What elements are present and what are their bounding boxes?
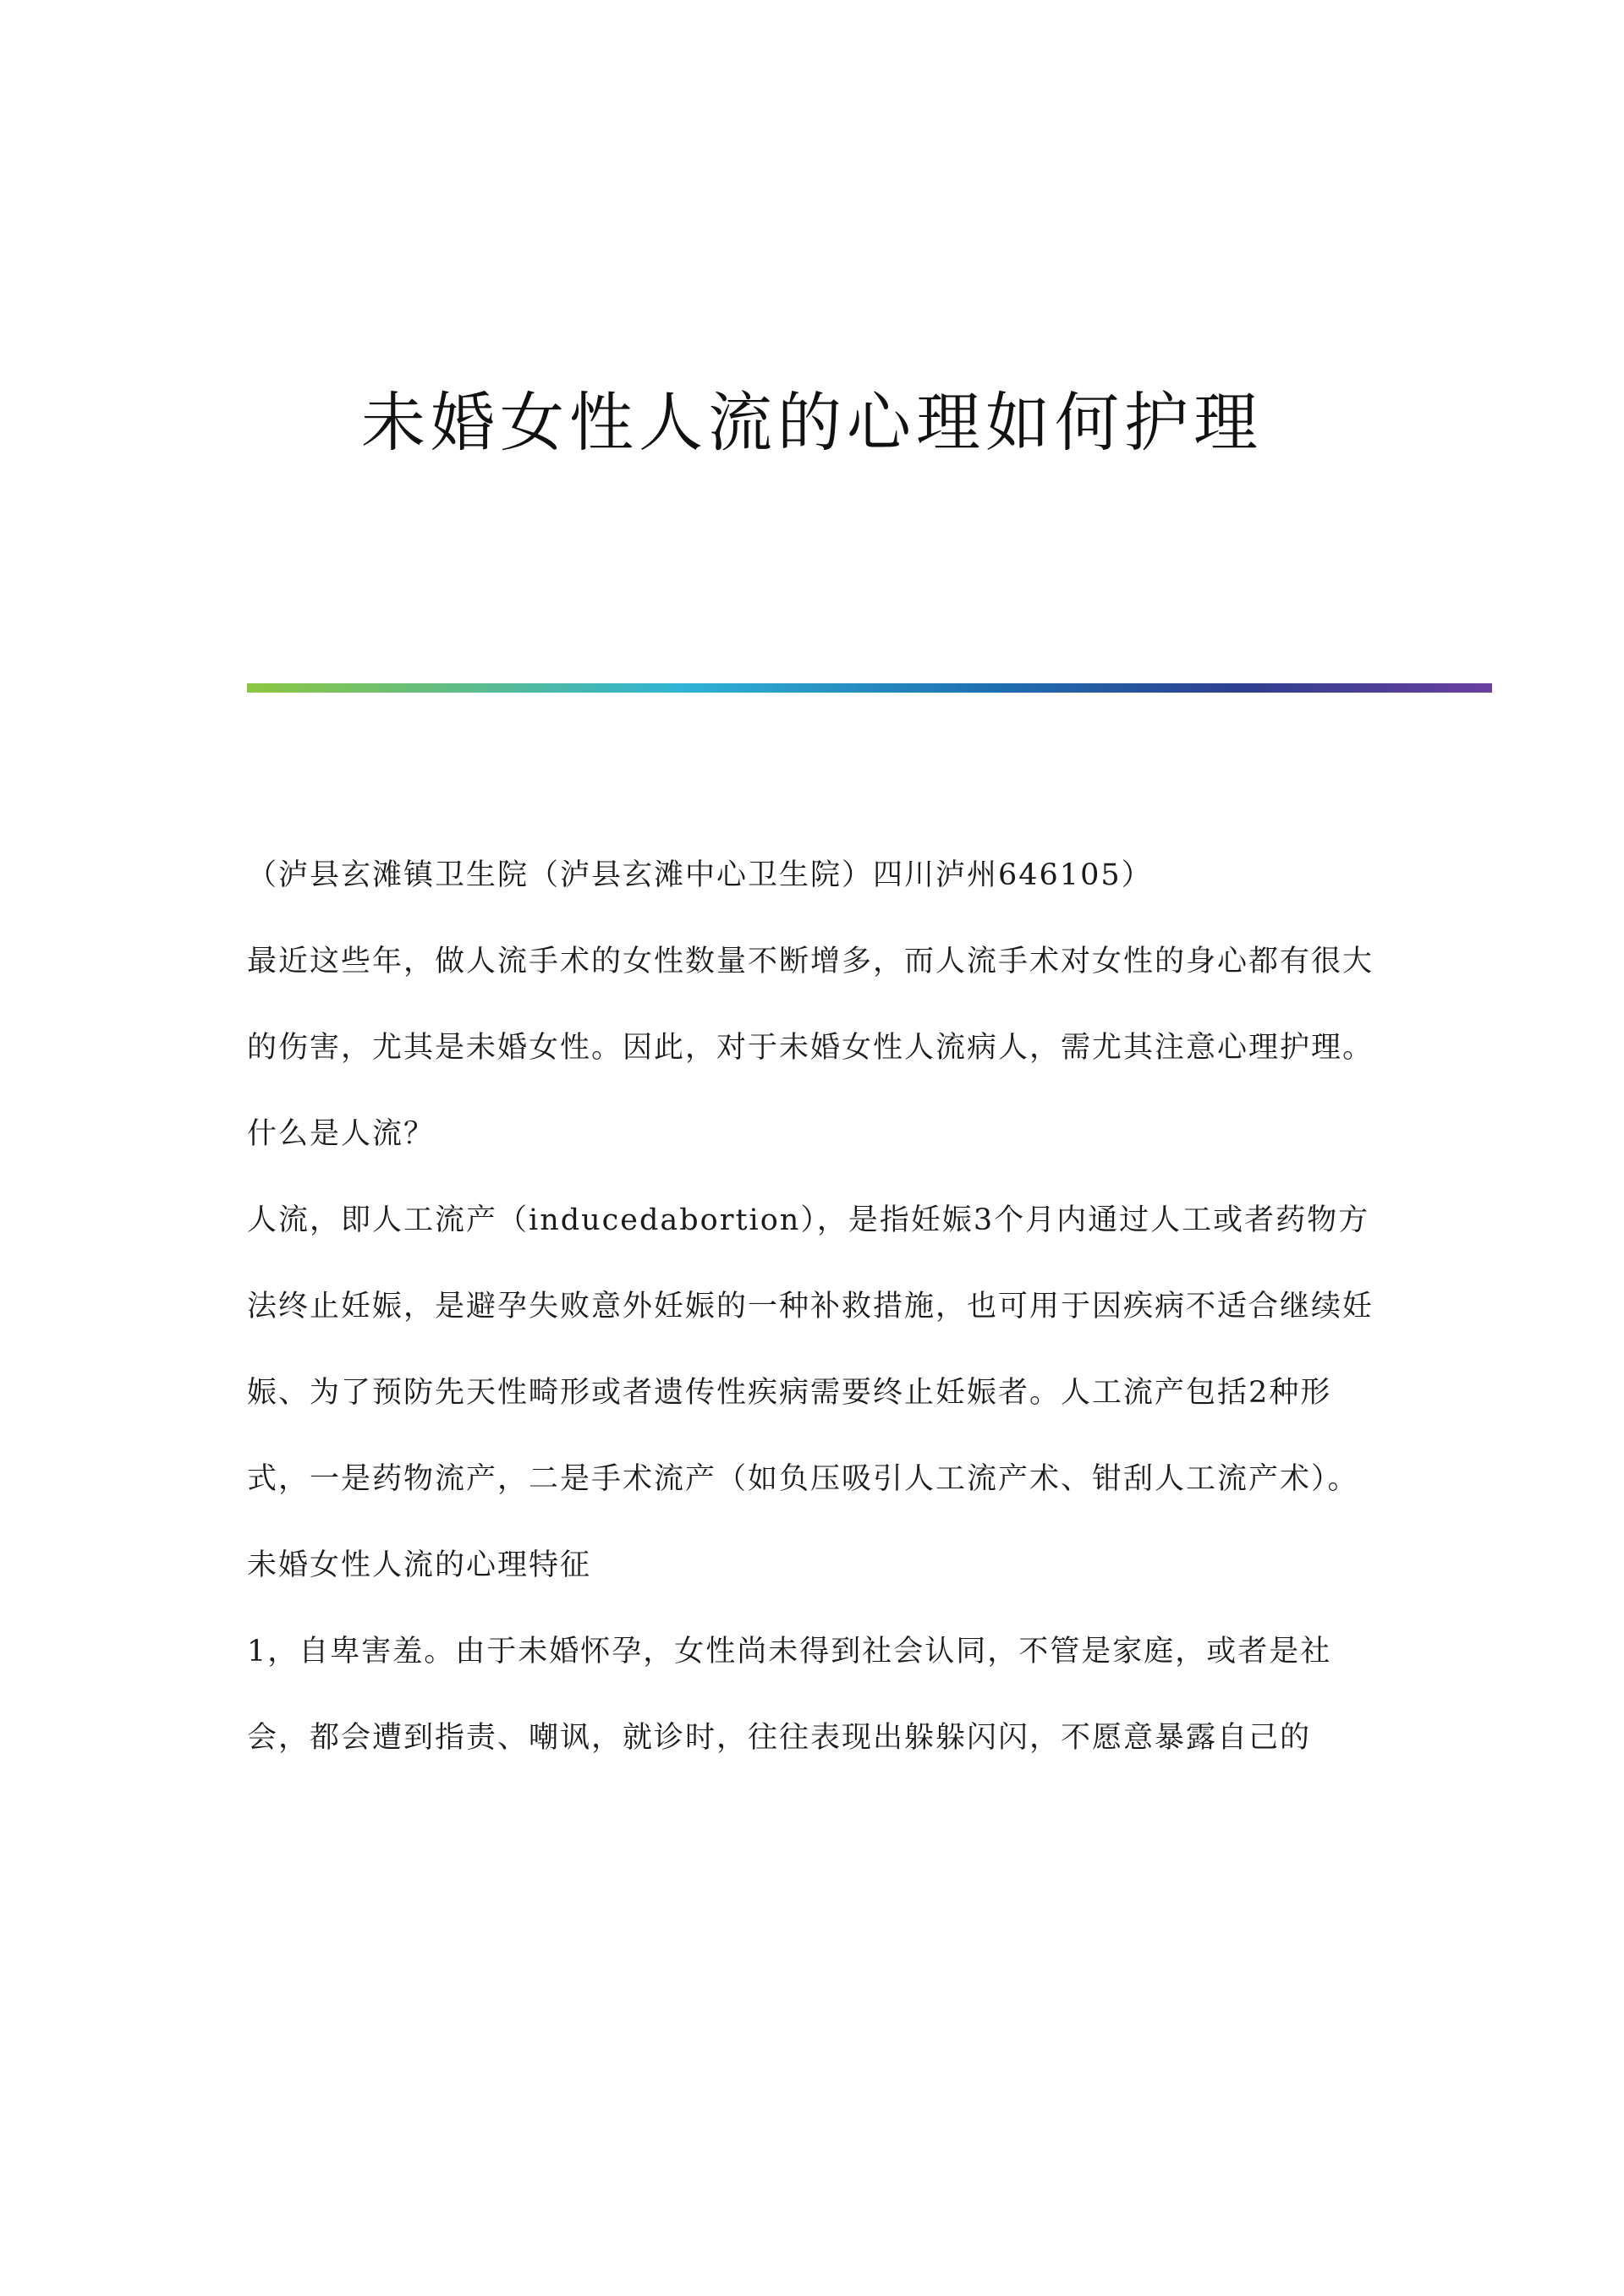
section-heading-what-is: 什么是人流？ [247,1117,436,1151]
gradient-divider [247,683,1492,693]
paragraph-definition: 人流，即人工流产（inducedabortion），是指妊娠3个月内通过人工或者药物方法终止妊娠，是避孕失败意外妊娠的一种补救措施，也可用于因疾病不适合继续妊娠、为了预防先天性畸形或者遗传性疾病需要终止妊娠者。人工流产包括2种形式，一是药物流产，二是手术流产（如负压吸引人工流产术、钳刮人工流产术）。 [247,1203,1374,1496]
document-title: 未婚女性人流的心理如何护理 [361,385,1263,460]
document-body [247,832,1380,1781]
section-heading-psych-features: 未婚女性人流的心理特征 [247,1548,592,1582]
affiliation-line: （泸县玄滩镇卫生院（泸县玄滩中心卫生院）四川泸州646105） [247,858,1153,892]
paragraph-intro: 最近这些年，做人流手术的女性数量不断增多，而人流手术对女性的身心都有很大的伤害，尤其是未婚女性。因此，对于未婚女性人流病人，需尤其注意心理护理。 [247,945,1374,1065]
paragraph-feature-1: 1，自卑害羞。由于未婚怀孕，女性尚未得到社会认同，不管是家庭，或者是社会，都会遭到指责、嘲讽，就诊时，往往表现出躲躲闪闪，不愿意暴露自己的 [247,1635,1332,1755]
